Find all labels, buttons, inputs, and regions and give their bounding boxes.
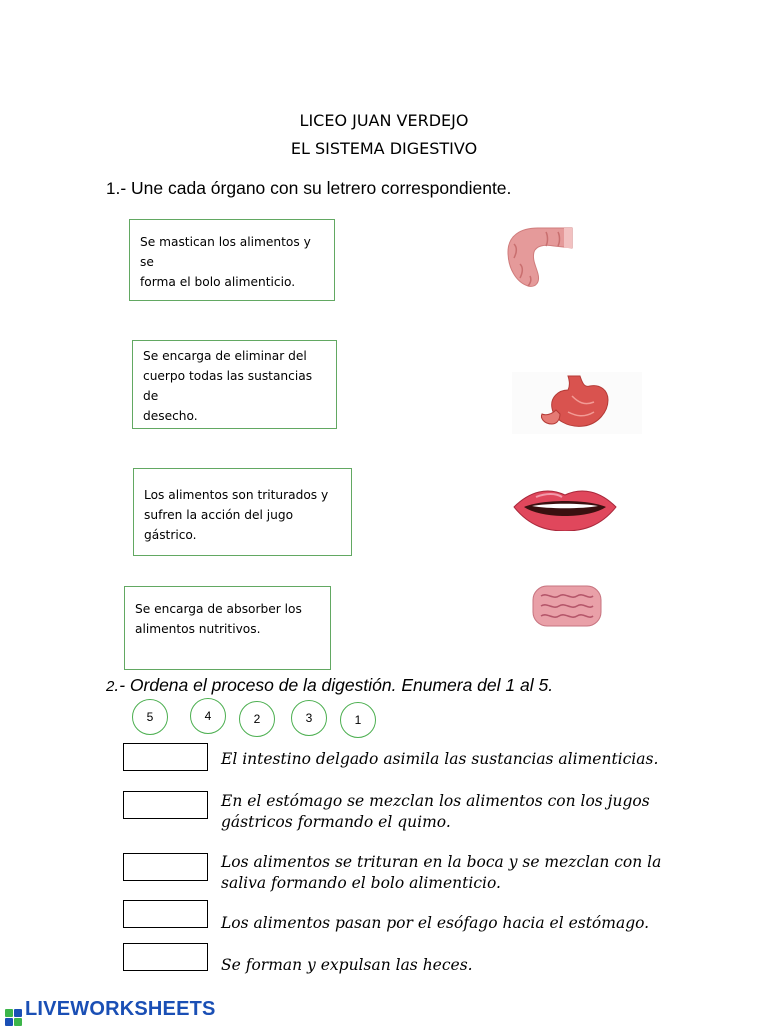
stomach-image[interactable] bbox=[512, 372, 642, 434]
statement-3 bbox=[221, 852, 661, 894]
answer-box-1[interactable] bbox=[123, 743, 208, 771]
small-intestine-image[interactable] bbox=[531, 584, 603, 628]
match-box-3-line2: sufren la acción del jugo gástrico. bbox=[144, 508, 294, 542]
match-box-1-line1: Se mastican los alimentos y se bbox=[140, 235, 311, 269]
mouth-lips-image[interactable] bbox=[512, 485, 618, 531]
answer-box-3[interactable] bbox=[123, 853, 208, 881]
statement-2-line1: En el estómago se mezclan los alimentos con los jugos bbox=[221, 792, 650, 810]
number-bubble-3[interactable]: 3 bbox=[291, 700, 327, 736]
question-2-prompt: .- Ordena el proceso de la digestión. Enumera del 1 al 5. bbox=[114, 675, 554, 695]
statement-5 bbox=[221, 955, 473, 976]
match-box-4[interactable] bbox=[124, 586, 331, 670]
number-bubble-1[interactable]: 1 bbox=[340, 702, 376, 738]
match-box-1-line2: forma el bolo alimenticio. bbox=[140, 275, 296, 289]
match-box-3-line1: Los alimentos son triturados y bbox=[144, 488, 329, 502]
statement-1 bbox=[221, 749, 658, 770]
match-box-4-line1: Se encarga de absorber los bbox=[135, 602, 302, 616]
large-intestine-image[interactable] bbox=[502, 224, 574, 290]
liveworksheets-mark-icon bbox=[5, 1009, 22, 1026]
statement-3-line1: Los alimentos se trituran en la boca y se mezclan con la bbox=[221, 853, 662, 871]
match-box-2-line3: desecho. bbox=[143, 409, 198, 423]
answer-box-5[interactable] bbox=[123, 943, 208, 971]
statement-4 bbox=[221, 913, 649, 934]
statement-1-line1: El intestino delgado asimila las sustancias alimenticias. bbox=[221, 750, 659, 768]
answer-box-4[interactable] bbox=[123, 900, 208, 928]
question-1-number: 1 bbox=[106, 179, 116, 198]
statement-4-line1: Los alimentos pasan por el esófago hacia el estómago. bbox=[221, 914, 650, 932]
match-box-4-line2: alimentos nutritivos. bbox=[135, 622, 261, 636]
question-2-heading bbox=[106, 675, 553, 696]
worksheet-title: EL SISTEMA DIGESTIVO bbox=[290, 139, 478, 158]
answer-box-2[interactable] bbox=[123, 791, 208, 819]
question-1-heading bbox=[106, 178, 511, 199]
statement-2 bbox=[221, 791, 650, 833]
statement-5-line1: Se forman y expulsan las heces. bbox=[221, 956, 473, 974]
match-box-2-line2: cuerpo todas las sustancias de bbox=[143, 369, 313, 403]
match-box-2-line1: Se encarga de eliminar del bbox=[143, 349, 307, 363]
match-box-1[interactable] bbox=[129, 219, 335, 301]
statement-2-line2: gástricos formando el quimo. bbox=[221, 813, 451, 831]
question-1-prompt: .- Une cada órgano con su letrero correspondiente. bbox=[115, 178, 512, 198]
school-title: LICEO JUAN VERDEJO bbox=[299, 111, 469, 130]
liveworksheets-logo[interactable] bbox=[5, 998, 216, 1026]
statement-3-line2: saliva formando el bolo alimenticio. bbox=[221, 874, 501, 892]
number-bubble-5[interactable]: 5 bbox=[132, 699, 168, 735]
question-2-number: 2 bbox=[106, 678, 115, 695]
match-box-3[interactable] bbox=[133, 468, 352, 556]
number-bubble-4[interactable]: 4 bbox=[190, 698, 226, 734]
match-box-2[interactable] bbox=[132, 340, 337, 429]
number-bubble-2[interactable]: 2 bbox=[239, 701, 275, 737]
footer-brand: LIVEWORKSHEETS bbox=[25, 998, 216, 1020]
